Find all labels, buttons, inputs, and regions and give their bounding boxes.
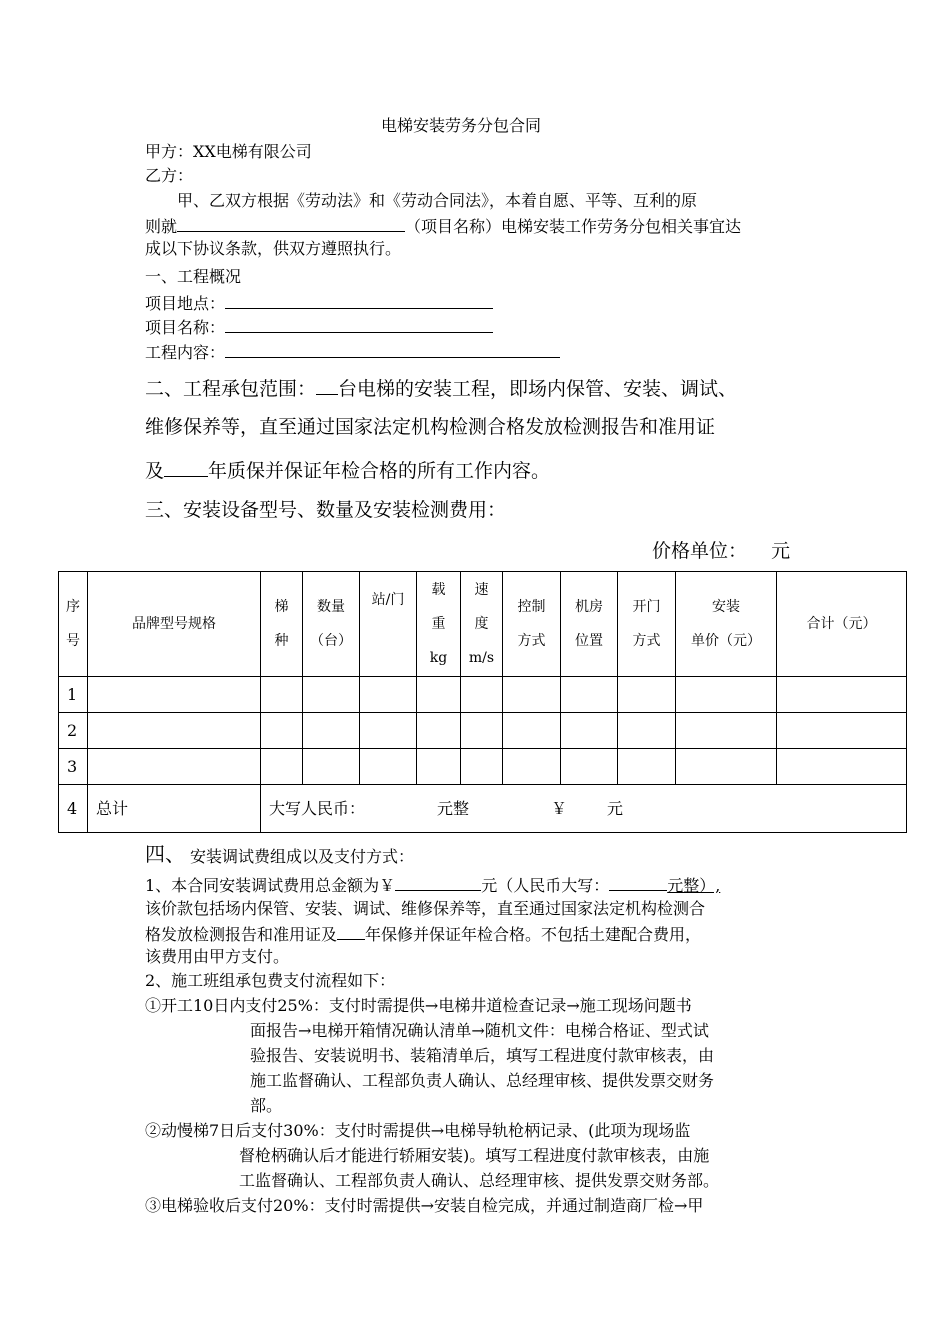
row-seq: 4 xyxy=(59,785,88,833)
table-row xyxy=(59,713,907,749)
cell-door[interactable] xyxy=(618,677,676,713)
party-b: 乙方： xyxy=(145,166,194,185)
cell-load[interactable] xyxy=(417,749,461,785)
row-seq: 1 xyxy=(59,677,88,713)
cell-type[interactable] xyxy=(261,749,303,785)
cell-total[interactable] xyxy=(777,749,907,785)
cell-machine-room[interactable] xyxy=(561,713,618,749)
project-content-blank[interactable] xyxy=(225,339,560,358)
step-1-line-3: 验报告、安装说明书、装箱清单后，填写工程进度付款审核表，由 xyxy=(250,1046,715,1065)
step-2-line-2: 督枪柄确认后才能进行轿厢安装)。填写工程进度付款审核表，由施 xyxy=(239,1146,710,1165)
step-1-line-1: ①开工10日内支付25%：支付时需提供→电梯井道检查记录→施工现场问题书 xyxy=(145,996,692,1015)
project-location-blank[interactable] xyxy=(225,290,493,309)
cell-brand[interactable] xyxy=(88,749,261,785)
total-amount-label: 1、本合同安装调试费用总金额为￥ xyxy=(145,876,396,895)
header-type: 梯 种 xyxy=(261,572,303,677)
step-2-line-3: 工监督确认、工程部负责人确认、总经理审核、提供发票交财务部。 xyxy=(239,1171,720,1190)
header-door: 开门 方式 xyxy=(618,572,676,677)
intro-line-2-post: （项目名称）电梯安装工作劳务分包相关事宜达 xyxy=(405,217,742,236)
table-total-row xyxy=(59,785,907,833)
cell-control[interactable] xyxy=(503,713,561,749)
step-3-line-1: ③电梯验收后支付20%：支付时需提供→安装自检完成，并通过制造商厂检→甲 xyxy=(145,1196,704,1215)
section-2-line-3-post: 年质保并保证年检合格的所有工作内容。 xyxy=(208,460,551,482)
project-name-label: 项目名称： xyxy=(145,318,226,337)
project-name-field-blank[interactable] xyxy=(225,314,493,333)
row-seq: 2 xyxy=(59,713,88,749)
step-2-line-1: ②动慢梯7日后支付30%：支付时需提供→电梯导轨枪柄记录、(此项为现场监 xyxy=(145,1121,691,1140)
section-1-heading: 一、工程概况 xyxy=(145,267,242,286)
header-brand: 品牌型号规格 xyxy=(88,572,261,677)
yuan-label: 元 xyxy=(607,798,624,818)
payment-p1-line-2: 该价款包括场内保管、安装、调试、维修保养等，直至通过国家法定机构检测合 xyxy=(145,899,706,918)
cell-load[interactable] xyxy=(417,713,461,749)
payment-p2: 2、施工班组承包费支付流程如下： xyxy=(145,971,396,990)
table-header-row xyxy=(59,572,907,677)
intro-line-3: 成以下协议条款，供双方遵照执行。 xyxy=(145,239,402,258)
table-row xyxy=(59,749,907,785)
header-control: 控制 方式 xyxy=(503,572,561,677)
rmb-label: 大写人民币： xyxy=(269,798,366,818)
header-qty: 数量 （台） xyxy=(303,572,360,677)
cell-speed[interactable] xyxy=(461,713,503,749)
cell-qty[interactable] xyxy=(303,749,360,785)
equipment-table xyxy=(58,571,907,833)
section-2-line-1 xyxy=(145,372,737,403)
yuan-zheng-label: 元整 xyxy=(437,798,470,818)
party-a: 甲方：XX电梯有限公司 xyxy=(145,142,312,161)
project-name-blank[interactable] xyxy=(177,213,405,232)
section-2-line-1-post: 台电梯的安装工程，即场内保管、安装、调试、 xyxy=(338,378,738,400)
yen-sign: ￥ xyxy=(551,798,568,818)
row-seq: 3 xyxy=(59,749,88,785)
header-machine-room: 机房 位置 xyxy=(561,572,618,677)
total-label: 总计 xyxy=(88,785,261,833)
intro-line-2 xyxy=(145,213,741,239)
cell-unit-price[interactable] xyxy=(676,677,777,713)
intro-line-1: 甲、乙双方根据《劳动法》和《劳动合同法》，本着自愿、平等、互利的原 xyxy=(177,191,698,210)
payment-p1-line-1 xyxy=(145,872,720,898)
cell-speed[interactable] xyxy=(461,677,503,713)
cell-machine-room[interactable] xyxy=(561,749,618,785)
cell-brand[interactable] xyxy=(88,677,261,713)
project-name-row xyxy=(145,314,493,340)
section-4-heading-num: 四、 xyxy=(145,842,185,866)
total-amount-blank[interactable] xyxy=(395,872,481,891)
cell-speed[interactable] xyxy=(461,749,503,785)
section-2-heading: 二、工程承包范围： xyxy=(145,378,317,400)
section-4-heading: 安装调试费组成以及支付方式： xyxy=(190,847,415,866)
project-location-label: 项目地点： xyxy=(145,294,226,313)
cell-load[interactable] xyxy=(417,677,461,713)
price-unit: 价格单位： 元 xyxy=(652,540,791,562)
section-2-line-3 xyxy=(145,454,550,485)
rmb-capital-label: 元（人民币大写： xyxy=(481,876,610,895)
cell-type[interactable] xyxy=(261,677,303,713)
project-location-row xyxy=(145,290,493,316)
header-load: 载 重 kg xyxy=(417,572,461,677)
cell-brand[interactable] xyxy=(88,713,261,749)
header-speed: 速 度 m/s xyxy=(461,572,503,677)
cell-unit-price[interactable] xyxy=(676,713,777,749)
table-row xyxy=(59,677,907,713)
project-content-label: 工程内容： xyxy=(145,343,226,362)
step-1-line-4: 施工监督确认、工程部负责人确认、总经理审核、提供发票交财务 xyxy=(250,1071,715,1090)
step-1-line-2: 面报告→电梯开箱情况确认清单→随机文件：电梯合格证、型式试 xyxy=(250,1021,709,1040)
cell-unit-price[interactable] xyxy=(676,749,777,785)
header-total: 合计（元） xyxy=(777,572,907,677)
section-3-heading: 三、安装设备型号、数量及安装检测费用： xyxy=(145,499,507,521)
header-seq: 序 号 xyxy=(59,572,88,677)
step-1-line-5: 部。 xyxy=(250,1096,283,1115)
total-amount-cell[interactable] xyxy=(261,785,907,833)
cell-control[interactable] xyxy=(503,677,561,713)
payment-p1-line-3-post: 年保修并保证年检合格。不包括土建配合费用， xyxy=(365,925,702,944)
intro-line-2-pre: 则就 xyxy=(145,217,178,236)
payment-p1-line-3 xyxy=(145,921,701,947)
header-unit-price: 安装 单价（元） xyxy=(676,572,777,677)
cell-total[interactable] xyxy=(777,713,907,749)
cell-qty[interactable] xyxy=(303,677,360,713)
cell-machine-room[interactable] xyxy=(561,677,618,713)
yuan-zheng-text: 元整）, xyxy=(667,876,721,895)
section-2-line-3-pre: 及 xyxy=(145,460,165,482)
cell-stops[interactable] xyxy=(360,713,417,749)
cell-door[interactable] xyxy=(618,713,676,749)
document-title: 电梯安装劳务分包合同 xyxy=(381,116,542,135)
payment-p1-line-4: 该费用由甲方支付。 xyxy=(145,947,290,966)
cell-door[interactable] xyxy=(618,749,676,785)
section-2-line-2: 维修保养等，直至通过国家法定机构检测合格发放检测报告和准用证 xyxy=(145,416,716,438)
warranty-years-blank[interactable] xyxy=(164,454,208,477)
cell-qty[interactable] xyxy=(303,713,360,749)
header-stops: 站/门 xyxy=(360,572,417,677)
cell-type[interactable] xyxy=(261,713,303,749)
elevator-count-blank[interactable] xyxy=(316,372,338,395)
cell-total[interactable] xyxy=(777,677,907,713)
cell-stops[interactable] xyxy=(360,677,417,713)
project-content-row xyxy=(145,339,560,365)
cell-stops[interactable] xyxy=(360,749,417,785)
warranty-years-blank-2[interactable] xyxy=(337,921,365,940)
payment-p1-line-3-pre: 格发放检测报告和准用证及 xyxy=(145,925,338,944)
rmb-capital-blank[interactable] xyxy=(609,872,667,891)
cell-control[interactable] xyxy=(503,749,561,785)
